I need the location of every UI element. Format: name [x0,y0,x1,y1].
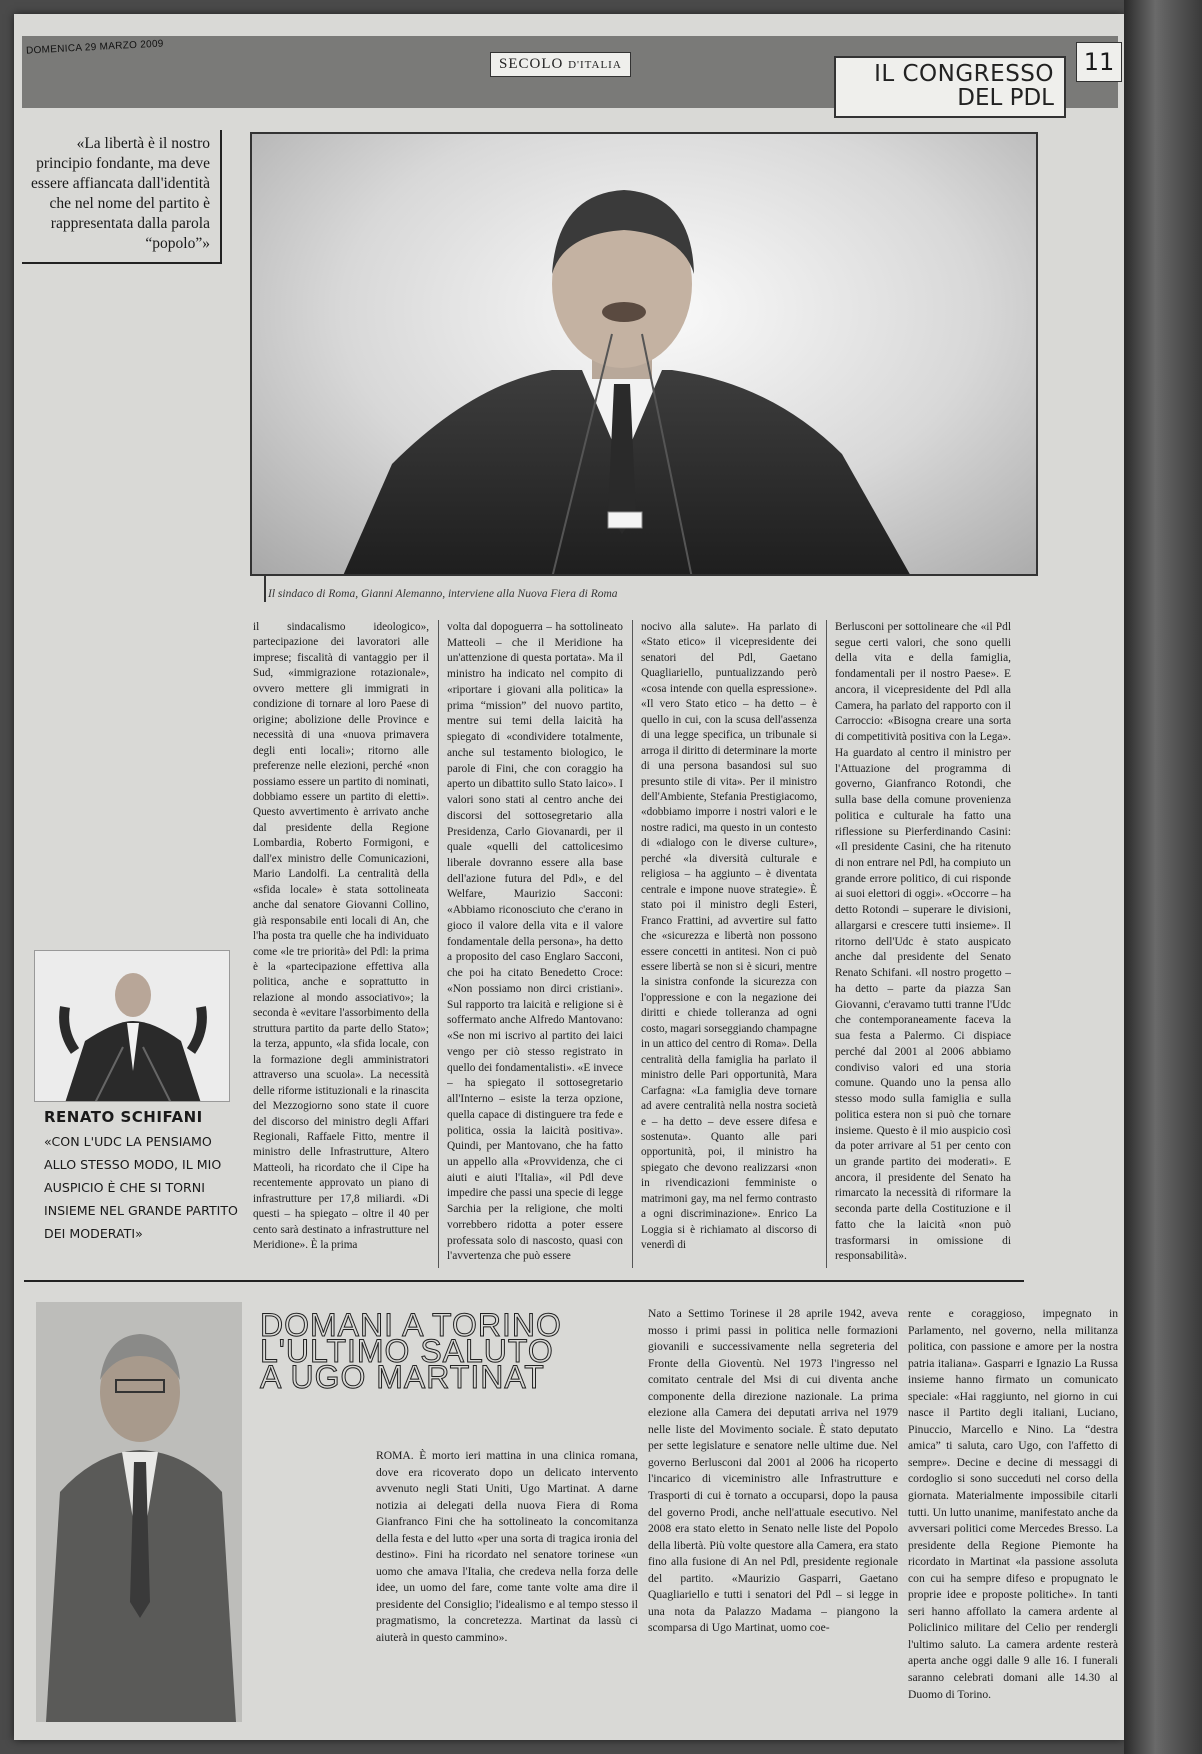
photo-caption: Il sindaco di Roma, Gianni Alemanno, interviene alla Nuova Fiera di Roma [268,588,618,600]
newspaper-name-main: SECOLO [499,56,564,72]
obituary-headline [260,1307,600,1395]
obituary-column-3: rente e coraggioso, impegnato in Parlamento, nel governo, nella militanza politica, con passione e amore per la nostra patria italiana». Gasparri e Ignazio La Russa insieme hanno firmato un comunicato speciale: «Hai raggiunto, nel giorno in cui nasce il Partito degli italiani, Luciano, Pinuccio, Marcello e Nino. La “destra amica” ti saluta, caro Ugo, con l'affetto di sempre». Decine e decine di messaggi di cordoglio si sono succeduti nel corso della giornata. Materialmente impossibile citarli tutti. Un lutto unanime, manifestato anche da avversari politici come Mercedes Bresso. La presidente della Regione Piemonte ha ricordato in Martinat «la passione assoluta con cui ha sempre difeso e propugnato le proprie idee e proposte politiche». In tanti seri hanno affollato la camera ardente al Policlinico militare del Celio per rendergli l'ultimo saluto. La camera ardente resterà aperta anche oggi dalle 9 alle 16. I funerali saranno celebrati domani alle 14.30 al Duomo di Torino. [908,1307,1118,1701]
book-spine [1124,0,1202,1754]
article-column-1: il sindacalismo ideologico», partecipazione dei lavoratori alle imprese; fiscalità di vantaggio per il Sud, «immigrazione rotazionale», ovvero mettere gli immigrati in condizione di tornare al loro Paese di origine; abolizione delle Province e necessità di una «nuova primavera degli enti locali»; ritorno alle preferenze nelle elezioni, perché «non possiamo essere un partito di nominati, dobbiamo essere un partito di eletti». Questo avvertimento è arrivato anche dal presidente della Regione Lombardia, Roberto Formigoni, e dall'ex ministro delle Comunicazioni, Mario Landolfi. La centralità della «sfida locale» è stata sottolineata anche dal senatore Giovanni Collino, già responsabile enti locali di An, che l'ha posta tra quelle che ha individuato come «le tre priorità» del Pdl: la prima è la «partecipazione effettiva alla politica, anche e soprattutto in relazione al mondo associativo»; la seconda è «evitare l'assorbimento della struttura partito da parte dello Stato»; la terza, appunto, «la sfida locale, con la formazione degli amministratori attraverso una scuola». La necessità delle riforme istituzionali e la rinascita del Mezzogiorno sono state il cuore del discorso del ministro degli Affari Regionali, Raffaele Fitto, mentre il ministro delle Infrastrutture, Altero Matteoli, ha ricordato che il Cipe ha recentemente approvato un piano di infrastrutture per 17,8 miliardi. «Di questi – ha spiegato – oltre il 40 per cento sarà destinato a infrastrutture nel Meridione». È la prima [253,621,429,1252]
header-date: DOMENICA 29 MARZO 2009 [25,38,164,57]
newspaper-name [490,52,631,77]
article-column-3: nocivo alla salute». Ha parlato di «Stato etico» il vicepresidente dei senatori del Pdl, Gaetano Quagliariello, puntualizzando però «cosa intende con quella espressione». «Il vero Stato etico – ha detto – è quello in cui, con la scusa dell'assenza di una legge specifica, un tribunale si arroga il diritto di determinare la morte di una persona basandosi sul suo presunto stile di vita». Per il ministro dell'Ambiente, Stefania Prestigiacomo, «dobbiamo imporre i nostri valori e le nostre radici, ma questo in un contesto di «dialogo con le diverse culture», perché «la diversità culturale e religiosa – ha aggiunto – è diventata centrale e impone nuove strategie». È stato poi il ministro degli Esteri, Franco Frattini, ad avvertire sul fatto che «sicurezza e libertà non possono essere concetti in antitesi. Non ci può essere libertà se non si è sicuri, mentre la sinistra confonde la sicurezza con l'oppressione e con la negazione dei diritti e chiede tolleranza ad ogni costo, magari sorseggiando champagne in un attico del centro di Roma». Della centralità della famiglia ha parlato il ministro delle Pari opportunità, Mara Carfagna: «La famiglia deve tornare ad avere centralità nella nostra società e – ha detto – deve essere difesa e sostenuta». Quanto alle pari opportunità, poi, il ministro ha spiegato che devono realizzarsi «non in rivendicazioni femministe o matrimoni gay, ma nel fermo contrasto a ogni discriminazione». Enrico La Loggia si è richiamato al discorso di venerdì di [641,621,817,1252]
obituary-headline-line3: A UGO MARTINAT [260,1359,545,1395]
newspaper-page [14,14,1124,1740]
page-number: 11 [1076,42,1122,82]
martinat-photo [36,1302,242,1722]
obituary-column-2: Nato a Settimo Torinese il 28 aprile 1942, aveva mosso i primi passi in politica nelle formazioni giovanili e successivamente nella segreteria del Fronte della Gioventù. Nel 1973 l'ingresso nel comitato centrale del Msi di cui diventa anche componente della direzione nazionale. La prima elezione alla Camera dei deputati arriva nel 1979 nelle liste del Movimento sociale. È stato deputato per sette legislature e senatore nelle ultime due. Nel governo Berlusconi dal 2001 al 2006 ha ricoperto l'incarico di viceministro alle Infrastrutture e Trasporti di cui è tornato a occuparsi, dopo la pausa del governo Prodi, anche nell'attuale esecutivo. Nel 2008 era stato eletto in Senato nelle liste del Popolo della libertà. Più volte questore alla Camera, era stato fino alla fusione di An nel Pdl, presidente regionale del partito. «Maurizio Gasparri, Gaetano Quagliariello e tutti i senatori del Pdl – si legge in una nota da Palazzo Madama – piangono la scomparsa di Ugo Martinat, uomo coe- [648,1307,898,1635]
column-rule [438,620,439,1268]
schifani-name: RENATO SCHIFANI [44,1108,203,1126]
section-box [834,56,1066,118]
article-column-4: Berlusconi per sottolineare che «il Pdl segue certi valori, che sono quelli della vita e della famiglia, fondamentali per il nostro Paese». E ancora, il vicepresidente del Pdl alla Camera, ha parlato del rapporto con il Carroccio: «Bisogna creare una sorta di competitività positiva con la Lega». Ha guardato al centro il ministro per l'Attuazione del programma di governo, Gianfranco Rotondi, che sulla base della comune provenienza politica e culturale ha fatto una riflessione su Pierferdinando Casini: «Il presidente Casini, che ha ritenuto di non entrare nel Pdl, ha compiuto un grande errore politico, di cui risponde ai suoi elettori di oggi». «Occorre – ha detto Rotondi – superare le divisioni, allargarsi e crescere tutti insieme». Il ritorno dell'Udc è stato auspicato anche dal presidente del Senato Renato Schifani. «Il nostro progetto – ha detto – parte da piazza San Giovanni, c'eravamo tutti tranne l'Udc che contemporaneamente faceva la sua festa a Palermo. Ci dispiace perché dal 2001 al 2006 abbiamo condiviso valori ed una storia comune. Quando uno la pensa allo stesso modo sulla famiglia e sulla politica estera non si può che tornare insieme. Questo è il mio auspicio così da poter arrivare al 51 per cento con un grande partito dei moderati». E ancora, il presidente del Senato ha rimarcato la necessità di riformare la seconda parte della Costituzione e il fatto che la laicità «non può trasformarsi in omissione di responsabilità». [835,621,1011,1263]
article-column-2: volta dal dopoguerra – ha sottolineato Matteoli – che il Meridione ha un'attenzione di questa portata». Ma il ministro ha indicato nel compito di «riportare i giovani alla politica» la prima “mission” del nuovo partito, mentre sui temi della laicità ha spiegato di «condividere totalmente, anche sul testamento biologico, le parole di Fini, che con coraggio ha aperto un dibattito sullo Stato laico». I valori sono stati al centro anche dei discorsi del sottosegretario alla Presidenza, Carlo Giovanardi, per il quale «quelli del cattolicesimo liberale dovranno essere alla base dell'azione futura del Pdl», e del Welfare, Maurizio Sacconi: «Abbiamo riconosciuto che c'erano in gioco il valore della vita e il valore fondamentale della persona», ha detto a proposito del caso Englaro Sacconi, che poi ha citato Benedetto Croce: «Non possiamo non dirci cristiani». Sul rapporto tra laicità e religione si è soffermato anche Alfredo Mantovano: «Se non mi iscrivo al partito dei laici vengo per ciò stesso registrato in quello dei fondamentalisti». «E invece – ha spiegato il sottosegretario all'Interno – esiste la terza opzione, quella capace di distinguere tra fede e politica, ossia la laicità positiva». Quindi, per Mantovano, che ha fatto un appello alla «Provvidenza, che ci aiuti e aiuti l'Italia», «il Pdl deve impedire che passi una specie di legge Sarchia per la religione, che molti vorrebbero ridotta a poter essere professata solo di nascosto, quasi con l'avvertenza che può essere [447,621,623,1263]
section-title-line2: DEL PDL [957,85,1054,112]
column-rule [826,620,827,1268]
schifani-quote: «CON L'UDC LA PENSIAMO ALLO STESSO MODO, IL MIO AUSPICIO È CHE SI TORNI INSIEME NEL GRANDE PARTITO DEI MODERATI» [44,1134,238,1241]
schifani-photo [34,950,230,1102]
obituary-headline-line2: L'ULTIMO SALUTO [260,1333,554,1369]
schifani-illustration [35,951,230,1102]
column-rule [632,620,633,1268]
martinat-illustration [36,1302,242,1722]
section-title-line1: IL CONGRESSO [874,61,1054,87]
newspaper-name-suffix: D'ITALIA [568,59,622,71]
caption-bar [264,576,266,602]
pull-quote: «La libertà è il nostro principio fondante, ma deve essere affiancata dall'identità che nel nome del partito è rappresentata dalla parola “popolo”» [22,130,222,264]
obituary-column-1: ROMA. È morto ieri mattina in una clinica romana, dove era ricoverato dopo un delicato intervento avvenuto negli Stati Uniti, Ugo Martinat. A darne notizia ai delegati della nuova Fiera di Roma Gianfranco Fini che ha sottolineato la concomitanza della festa e del lutto «per una sorta di tragica ironia del destino». Fini ha ricordato nel senatore torinese «un uomo che amava l'Italia, che credeva nella forza delle idee, un uomo del fare, come tante volte ama dire il presidente del Consiglio; l'idealismo e al tempo stesso il pragmatismo, la concretezza. Martinat da lassù ci aiuterà in questo cammino». [376,1449,638,1645]
main-photo [250,132,1038,576]
section-divider [24,1280,1024,1282]
obituary-headline-line1: DOMANI A TORINO [260,1307,562,1343]
speaker-illustration [252,134,1038,576]
